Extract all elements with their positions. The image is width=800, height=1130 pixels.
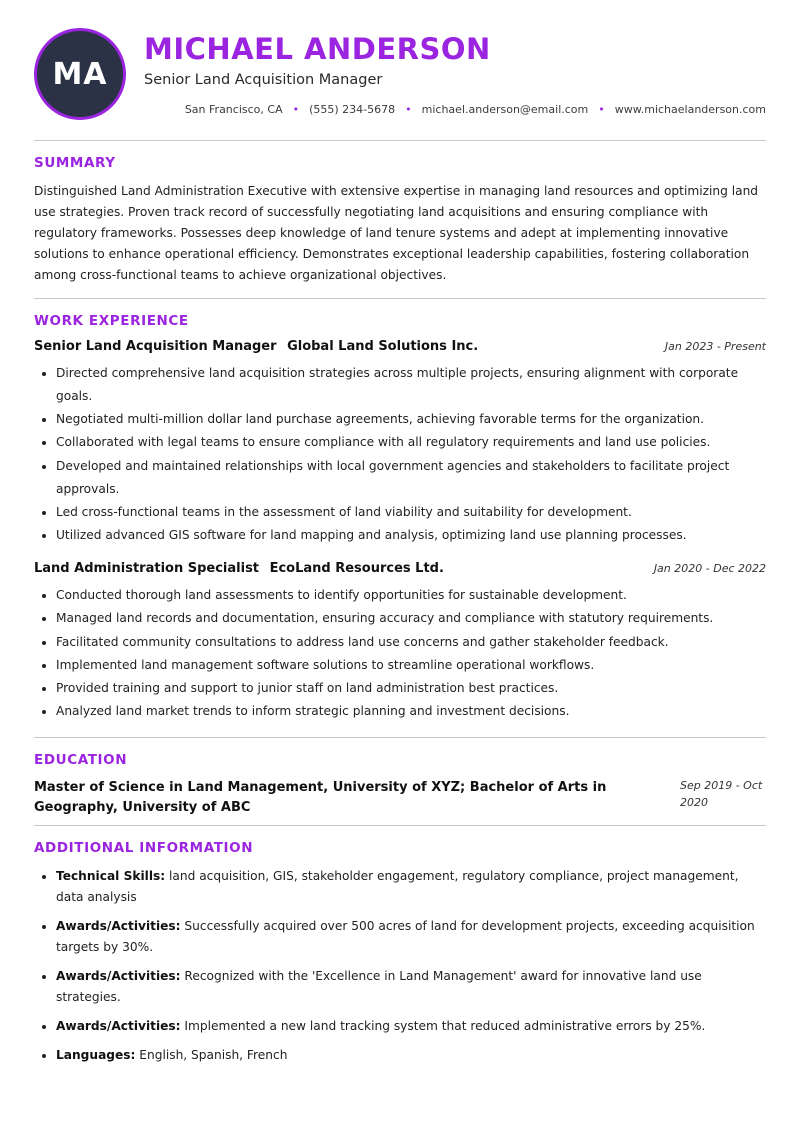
- list-item: • Provided training and support to junior staff on land administration best practices.: [56, 677, 766, 700]
- list-item: • Developed and maintained relationships with local government agencies and stakeholders to facilitate project approvals.: [56, 455, 766, 501]
- contact-email[interactable]: michael.anderson@email.com: [421, 103, 589, 117]
- header-divider: [34, 140, 766, 141]
- job-header: [34, 339, 766, 354]
- job-role: Senior Land Acquisition Manager: [34, 338, 277, 354]
- contact-website[interactable]: www.michaelanderson.com: [614, 103, 766, 117]
- job-company: EcoLand Resources Ltd.: [269, 561, 444, 577]
- list-item: • Collaborated with legal teams to ensure compliance with all regulatory requirements and land use policies.: [56, 431, 766, 454]
- list-item: • Analyzed land market trends to inform strategic planning and investment decisions.: [56, 700, 766, 723]
- page-title: MICHAEL ANDERSON: [144, 32, 491, 66]
- contact-separator-icon: •: [598, 103, 605, 117]
- contact-separator-icon: •: [292, 103, 300, 117]
- list-item: [56, 916, 766, 958]
- info-text: Recognized with the 'Excellence in Land Management' award for innovative land use strategies.: [56, 968, 702, 1004]
- list-item: • Negotiated multi-million dollar land purchase agreements, achieving favorable terms for the organization.: [56, 408, 766, 431]
- section-additional-information: [34, 840, 766, 1066]
- list-item: [56, 966, 766, 1008]
- summary-divider: [34, 298, 766, 299]
- education-entry: [34, 778, 766, 818]
- info-text: Successfully acquired over 500 acres of land for development projects, exceeding acquisition targets by 30%.: [56, 918, 755, 954]
- info-label: Awards/Activities:: [56, 918, 181, 933]
- job-title-subheading: Senior Land Acquisition Manager: [144, 71, 383, 88]
- section-title-additional-information: ADDITIONAL INFORMATION: [34, 839, 254, 856]
- list-item: • Conducted thorough land assessments to identify opportunities for sustainable development.: [56, 584, 766, 607]
- job-heading: [34, 339, 478, 354]
- job-bullets: [34, 584, 766, 723]
- info-text: land acquisition, GIS, stakeholder engagement, regulatory compliance, project management, data analysis: [56, 868, 739, 904]
- contact-separator-icon: •: [405, 103, 412, 117]
- education-degree: Master of Science in Land Management, University of XYZ; Bachelor of Arts in Geography, University of ABC: [34, 780, 607, 816]
- list-item: • Implemented land management software solutions to streamline operational workflows.: [56, 654, 766, 677]
- list-item: • Directed comprehensive land acquisition strategies across multiple projects, ensuring alignment with corporate goals.: [56, 362, 766, 408]
- info-label: Technical Skills:: [56, 868, 166, 883]
- info-text: English, Spanish, French: [135, 1047, 288, 1062]
- section-education: [34, 752, 766, 818]
- job-heading: [34, 561, 444, 576]
- list-item: [56, 866, 766, 908]
- section-summary: [34, 155, 766, 286]
- section-work-experience: [34, 313, 766, 723]
- job-header: [34, 561, 766, 576]
- job-entry: [34, 561, 766, 723]
- section-title-work-experience: WORK EXPERIENCE: [34, 312, 189, 329]
- avatar: MA: [34, 28, 126, 120]
- header-text: [144, 28, 766, 116]
- info-label: Awards/Activities:: [56, 1018, 181, 1033]
- section-title-summary: SUMMARY: [34, 155, 116, 171]
- education-dates: Sep 2019 - Oct 2020: [680, 779, 763, 809]
- resume-header: [34, 28, 766, 134]
- job-dates: Jan 2020 - Dec 2022: [653, 562, 766, 576]
- education-divider: [34, 825, 766, 826]
- summary-text: Distinguished Land Administration Executive with extensive expertise in managing land resources and optimizing land use strategies. Proven track record of successfully negotiating land acquisitions and ensuring compliance with regulatory frameworks. Possesses deep knowledge of land tenure systems and adept at implementing innovative solutions to enhance operational efficiency. Demonstrates exceptional leadership capabilities, fostering collaboration among cross-functional teams to achieve organizational objectives.: [34, 184, 759, 282]
- additional-info-list: [34, 866, 766, 1066]
- list-item: • Led cross-functional teams in the assessment of land viability and suitability for development.: [56, 501, 766, 524]
- info-text: Implemented a new land tracking system that reduced administrative errors by 25%.: [180, 1018, 706, 1033]
- job-company: Global Land Solutions Inc.: [287, 338, 479, 354]
- contact-location: San Francisco, CA: [184, 103, 283, 117]
- info-label: Languages:: [56, 1047, 136, 1062]
- list-item: [56, 1016, 766, 1037]
- list-item: [56, 1045, 766, 1066]
- section-title-education: EDUCATION: [34, 752, 128, 769]
- contact-row: [144, 103, 766, 116]
- job-dates: Jan 2023 - Present: [664, 339, 766, 353]
- list-item: • Utilized advanced GIS software for land mapping and analysis, optimizing land use planning processes.: [56, 524, 766, 547]
- list-item: • Facilitated community consultations to address land use concerns and gather stakeholder feedback.: [56, 631, 766, 654]
- list-item: • Managed land records and documentation, ensuring accuracy and compliance with statutory requirements.: [56, 607, 766, 630]
- experience-divider: [34, 737, 766, 738]
- job-bullets: [34, 362, 766, 547]
- job-role: Land Administration Specialist: [34, 561, 260, 577]
- job-entry: [34, 339, 766, 547]
- info-label: Awards/Activities:: [56, 968, 181, 983]
- contact-phone[interactable]: (555) 234-5678: [309, 103, 396, 117]
